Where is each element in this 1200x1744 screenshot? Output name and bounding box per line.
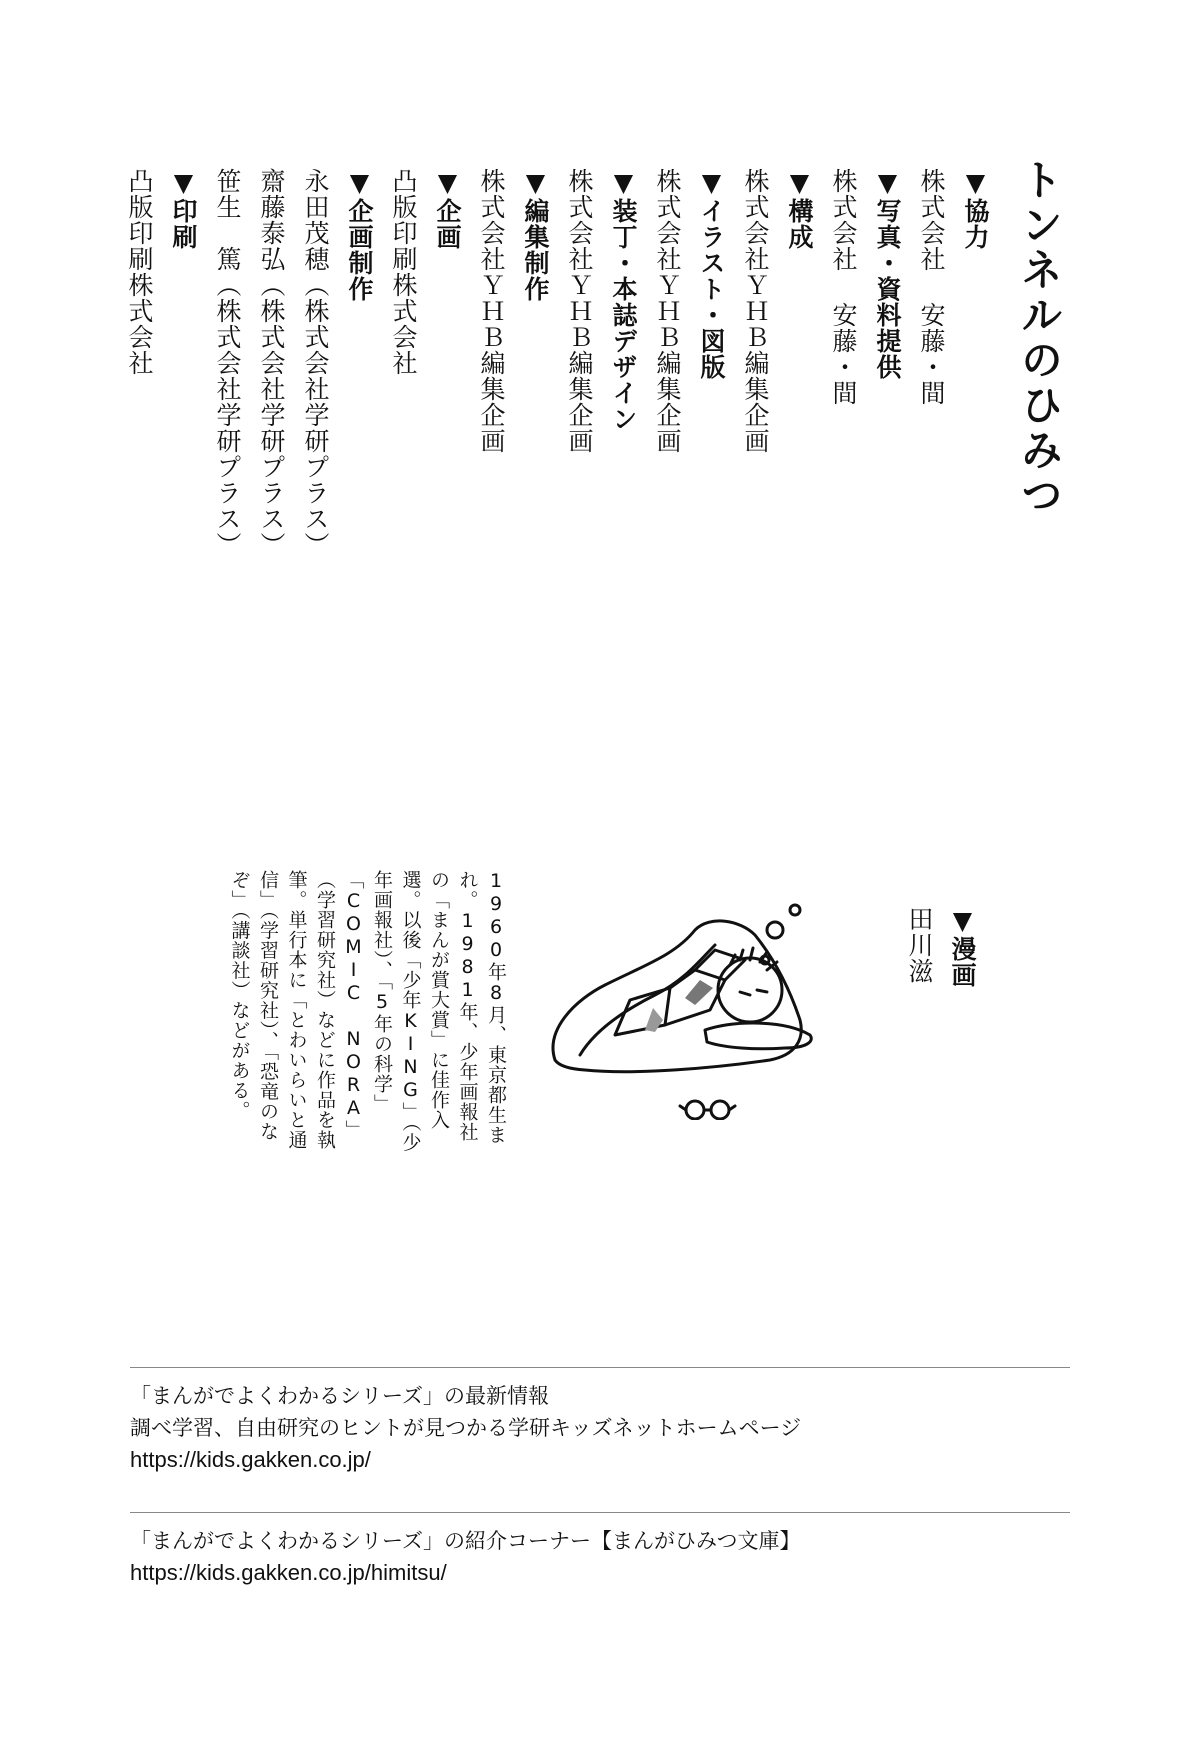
info-himitsu-corner: 「まんがでよくわかるシリーズ」の紹介コーナー【まんがひみつ文庫】 — [130, 1529, 801, 1553]
page-title: トンネルのひみつ — [1015, 158, 1064, 518]
credits-list — [108, 168, 988, 588]
credit-line: 株式会社 安藤・間 — [829, 168, 858, 406]
credit-block-composition — [724, 168, 812, 588]
credit-heading: ▼印刷 — [169, 168, 198, 250]
artist-bio: 1960年8月、東京都生まれ。1981年、少年画報社の「まんが賞大賞」に佳作入選。以後「少年KING」（少年画報社）、「5年の科学」「COMIC NORA」（学習研究社）などに作品を執筆。単行本に「とわいらいと通信」（学習研究社）、「恐竜のなぞ」（講談社）などがある。 — [228, 870, 507, 1153]
credit-block-illustration — [636, 168, 724, 588]
credit-line: 株式会社ＹＨＢ編集企画 — [653, 168, 682, 454]
himitsu-link[interactable]: https://kids.gakken.co.jp/himitsu/ — [130, 1560, 447, 1585]
sleeping-artist-illustration — [535, 870, 865, 1120]
credit-line: 齋藤泰弘（株式会社学研プラス） — [257, 168, 286, 558]
divider-bottom — [130, 1512, 1070, 1513]
credit-heading: ▼装丁・本誌デザイン — [609, 168, 638, 432]
credit-line: 凸版印刷株式会社 — [125, 168, 154, 376]
credit-line: 笹生 篤（株式会社学研プラス） — [213, 168, 242, 558]
credit-block-editing — [460, 168, 548, 588]
divider-top — [130, 1367, 1070, 1368]
credit-heading: ▼編集制作 — [521, 168, 550, 302]
info-section-latest — [130, 1380, 801, 1476]
credit-line: 株式会社ＹＨＢ編集企画 — [565, 168, 594, 454]
credit-heading: ▼企画 — [433, 168, 462, 250]
credit-heading: ▼協力 — [961, 168, 990, 250]
credit-line: 株式会社ＹＨＢ編集企画 — [741, 168, 770, 454]
kids-gakken-link[interactable]: https://kids.gakken.co.jp/ — [130, 1447, 371, 1472]
credit-heading: ▼企画制作 — [345, 168, 374, 302]
info-series-latest: 「まんがでよくわかるシリーズ」の最新情報 — [130, 1384, 549, 1408]
manga-artist-name: 田川滋 — [905, 906, 934, 984]
info-gakken-kids-description: 調べ学習、自由研究のヒントが見つかる学研キッズネットホームページ — [130, 1416, 802, 1440]
credit-block-design — [548, 168, 636, 588]
credit-heading: ▼写真・資料提供 — [873, 168, 902, 380]
credit-block-photos — [812, 168, 900, 588]
credit-line: 永田茂穂（株式会社学研プラス） — [301, 168, 330, 558]
credit-line: 株式会社 安藤・間 — [917, 168, 946, 406]
manga-heading: ▼漫画 — [948, 906, 977, 988]
credit-block-planning — [372, 168, 460, 588]
credit-heading: ▼構成 — [785, 168, 814, 250]
credit-line: 凸版印刷株式会社 — [389, 168, 418, 376]
credit-block-printing — [108, 168, 196, 588]
credit-heading: ▼イラスト・図版 — [697, 168, 726, 380]
info-section-himitsu — [130, 1525, 801, 1589]
credit-block-cooperation — [900, 168, 988, 588]
credit-block-planning-production — [196, 168, 372, 588]
credit-line: 株式会社ＹＨＢ編集企画 — [477, 168, 506, 454]
